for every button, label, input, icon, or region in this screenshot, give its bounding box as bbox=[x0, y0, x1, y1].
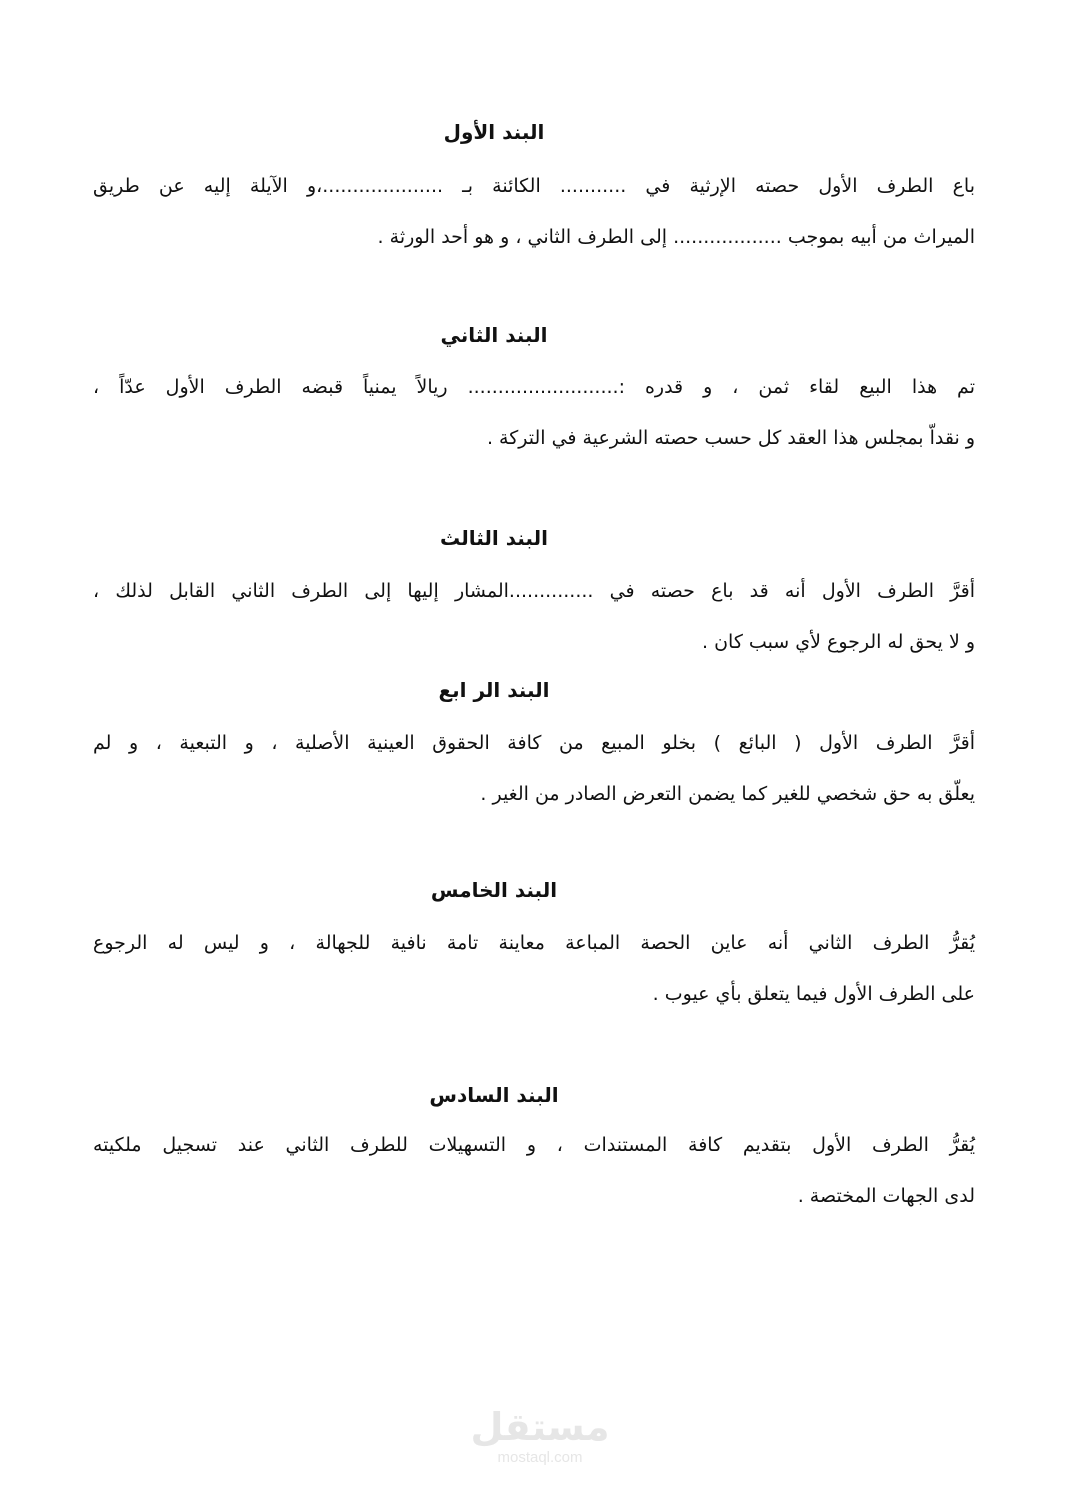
clause-title: البند السادس bbox=[429, 1083, 559, 1107]
clause-1 bbox=[93, 112, 975, 263]
watermark-arabic: مستقل bbox=[470, 1405, 610, 1449]
clause-title: البند الر ابع bbox=[438, 678, 550, 702]
clause-text-line: يُقرُّ الطرف الأول بتقديم كافة المستندات ، و التسهيلات للطرف الثاني عند تسجيل ملكيته bbox=[93, 1134, 975, 1156]
clause-text-line: على الطرف الأول فيما يتعلق بأي عيوب . bbox=[652, 983, 975, 1005]
clause-text-line: و لا يحق له الرجوع لأي سبب كان . bbox=[702, 631, 975, 653]
clause-text-line: تم هذا البيع لقاء ثمن ، و قدره :......................... ريالاً يمنياً قبضه الطرف الأول عدّاً ، bbox=[93, 376, 975, 398]
mostaql-watermark bbox=[470, 1405, 610, 1467]
clause-title: البند الثاني bbox=[440, 323, 548, 347]
clause-text-line: و نقداّ بمجلس هذا العقد كل حسب حصته الشرعية في التركة . bbox=[486, 427, 975, 449]
clause-text-line: باع الطرف الأول حصته الإرثية في ........... الكائنة بـ ....................،و الآيلة إليه عن طريق bbox=[93, 175, 975, 197]
clause-5 bbox=[93, 870, 975, 1020]
clause-text-line: لدى الجهات المختصة . bbox=[797, 1185, 975, 1207]
clause-text-line: يُقرُّ الطرف الثاني أنه عاين الحصة المباعة معاينة تامة نافية للجهالة ، و ليس له الرجوع bbox=[93, 932, 975, 954]
watermark-latin: mostaql.com bbox=[497, 1449, 583, 1466]
clause-3 bbox=[93, 518, 975, 668]
clause-4 bbox=[93, 670, 975, 820]
clause-title: البند الخامس bbox=[430, 878, 558, 902]
clause-2 bbox=[93, 315, 975, 464]
clause-6 bbox=[93, 1075, 975, 1222]
clause-text-line: يعلّق به حق شخصي للغير كما يضمن التعرض الصادر من الغير . bbox=[480, 783, 975, 805]
clause-title: البند الأول bbox=[443, 120, 545, 144]
clause-title: البند الثالث bbox=[440, 526, 548, 550]
clause-text-line: الميراث من أبيه بموجب .................. إلى الطرف الثاني ، و هو أحد الورثة . bbox=[377, 226, 975, 248]
clause-text-line: أقرَّ الطرف الأول أنه قد باع حصته في ..............المشار إليها إلى الطرف الثاني القابل لذلك ، bbox=[93, 580, 975, 602]
clause-text-line: أقرَّ الطرف الأول ( البائع ) بخلو المبيع من كافة الحقوق العينية الأصلية ، و التبعية ، و لم bbox=[93, 732, 975, 754]
